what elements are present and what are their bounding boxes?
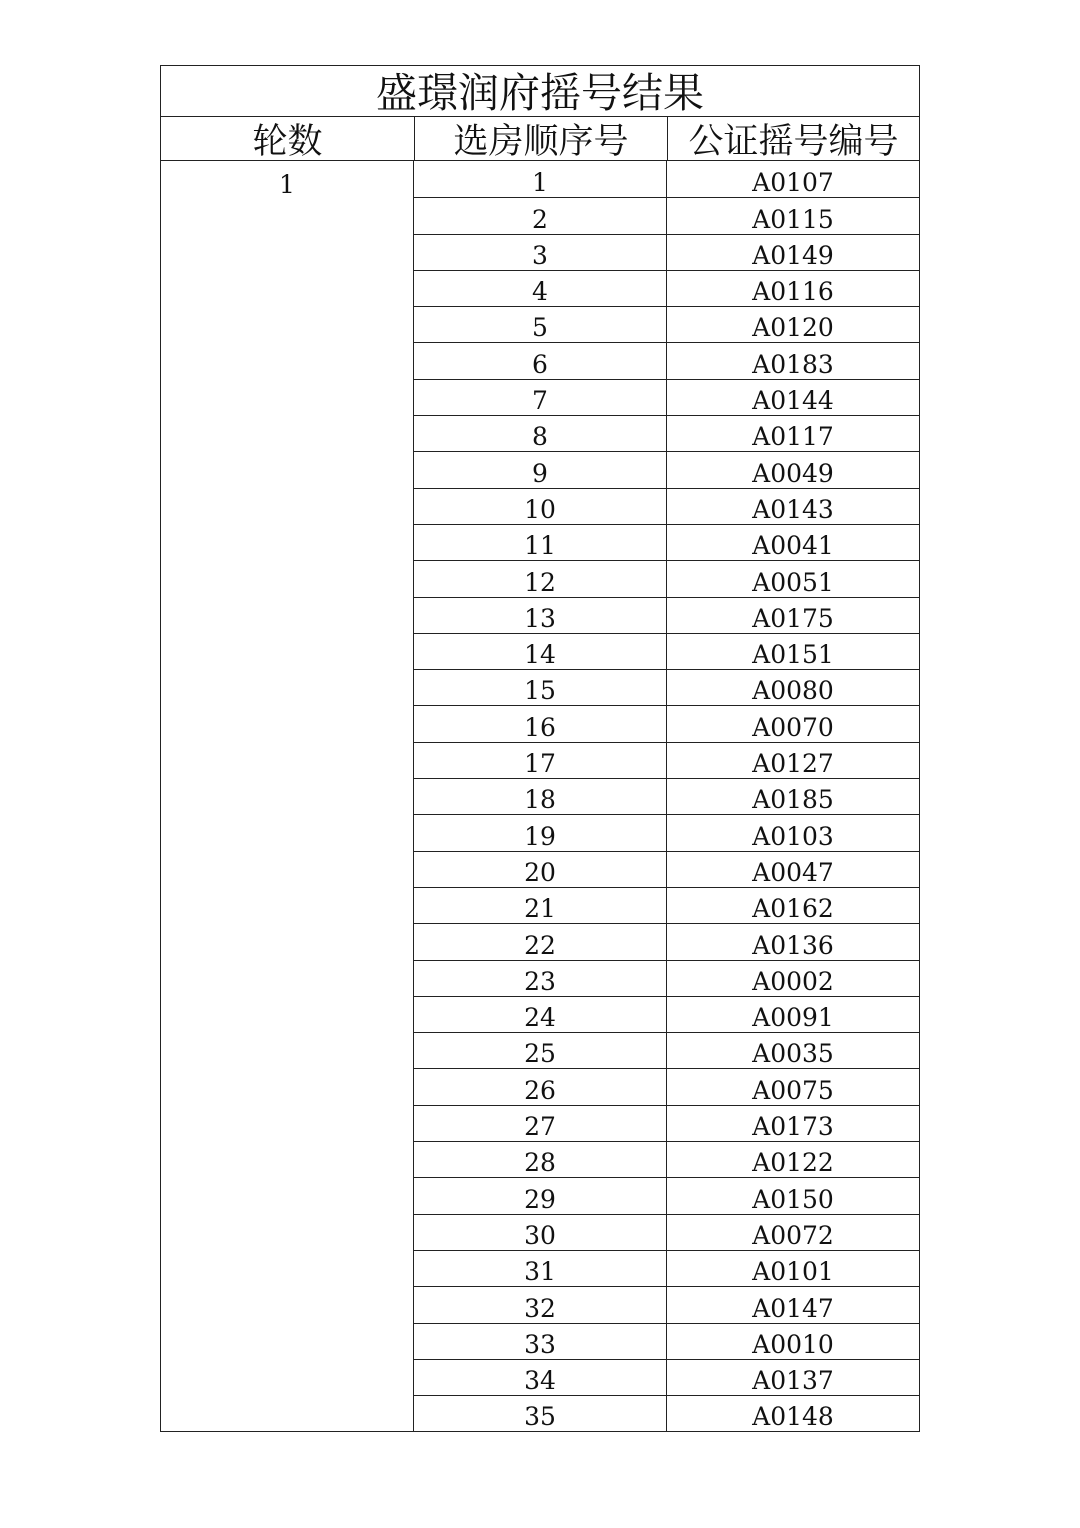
- table-row: [414, 1177, 919, 1213]
- order-cell: 21: [524, 894, 556, 924]
- code-cell: A0122: [666, 1142, 919, 1177]
- order-cell: 28: [524, 1148, 556, 1178]
- table-row: [414, 851, 919, 887]
- code-cell: A0151: [666, 634, 919, 669]
- code-cell: A0116: [666, 271, 919, 306]
- order-cell: 34: [524, 1366, 556, 1396]
- order-cell: 18: [524, 785, 556, 815]
- code-cell: A0120: [666, 307, 919, 342]
- order-cell: 15: [524, 676, 556, 706]
- header-round: 轮数: [252, 122, 323, 162]
- table-row: [414, 1359, 919, 1395]
- table-row: [414, 379, 919, 415]
- code-cell: A0149: [666, 235, 919, 270]
- order-cell: 24: [524, 1003, 556, 1033]
- order-cell: 12: [524, 567, 556, 597]
- table-body: [161, 161, 919, 1431]
- order-cell: 7: [532, 386, 548, 416]
- code-cell: A0136: [666, 924, 919, 959]
- code-cell: A0010: [666, 1324, 919, 1359]
- code-cell: A0183: [666, 343, 919, 378]
- header-code: 公证摇号编号: [667, 117, 919, 160]
- table-row: [414, 342, 919, 378]
- order-cell: 23: [524, 966, 556, 996]
- order-cell: 22: [524, 930, 556, 960]
- rows-container: [414, 161, 919, 1431]
- code-cell: A0185: [666, 779, 919, 814]
- table-row: [414, 1250, 919, 1286]
- table-row: [414, 451, 919, 487]
- table-row: [414, 705, 919, 741]
- code-cell: A0072: [666, 1215, 919, 1250]
- results-table: [160, 65, 920, 1432]
- code-cell: A0080: [666, 670, 919, 705]
- order-cell: 2: [532, 204, 548, 234]
- code-cell: A0047: [666, 852, 919, 887]
- code-cell: A0103: [666, 815, 919, 850]
- table-title: 盛璟润府摇号结果: [161, 66, 919, 117]
- code-cell: A0107: [666, 161, 919, 197]
- order-cell: 27: [524, 1112, 556, 1142]
- table-row: [414, 1286, 919, 1322]
- order-cell: 6: [532, 349, 548, 379]
- code-cell: A0051: [666, 561, 919, 596]
- order-cell: 26: [524, 1075, 556, 1105]
- code-cell: A0035: [666, 1033, 919, 1068]
- code-cell: A0173: [666, 1106, 919, 1141]
- code-cell: A0147: [666, 1287, 919, 1322]
- table-row: [414, 197, 919, 233]
- code-cell: A0117: [666, 416, 919, 451]
- table-row: [414, 778, 919, 814]
- table-row: [414, 488, 919, 524]
- order-cell: 16: [524, 712, 556, 742]
- code-cell: A0137: [666, 1360, 919, 1395]
- table-row: [414, 161, 919, 197]
- table-row: [414, 1323, 919, 1359]
- table-row: [414, 1214, 919, 1250]
- order-cell: 4: [532, 277, 548, 307]
- order-cell: 30: [524, 1220, 556, 1250]
- code-cell: A0175: [666, 598, 919, 633]
- code-cell: A0143: [666, 489, 919, 524]
- order-cell: 32: [524, 1293, 556, 1323]
- order-cell: 13: [524, 603, 556, 633]
- code-cell: A0150: [666, 1178, 919, 1213]
- table-row: [414, 306, 919, 342]
- code-cell: A0127: [666, 743, 919, 778]
- order-cell: 11: [524, 531, 556, 561]
- table-row: [414, 524, 919, 560]
- table-row: [414, 1105, 919, 1141]
- code-cell: A0041: [666, 525, 919, 560]
- code-cell: A0101: [666, 1251, 919, 1286]
- order-cell: 31: [524, 1257, 556, 1287]
- order-cell: 3: [532, 240, 548, 270]
- code-cell: A0049: [666, 452, 919, 487]
- header-row: [161, 117, 919, 161]
- order-cell: 10: [524, 494, 556, 524]
- table-row: [414, 923, 919, 959]
- code-cell: A0002: [666, 961, 919, 996]
- table-row: [414, 597, 919, 633]
- order-cell: 20: [524, 857, 556, 887]
- header-order: 选房顺序号: [414, 117, 667, 160]
- table-row: [414, 742, 919, 778]
- order-cell: 8: [532, 422, 548, 452]
- order-cell: 29: [524, 1184, 556, 1214]
- table-row: [414, 234, 919, 270]
- code-cell: A0162: [666, 888, 919, 923]
- table-row: [414, 1141, 919, 1177]
- table-row: [414, 814, 919, 850]
- table-row: [414, 996, 919, 1032]
- order-cell: 9: [532, 458, 548, 488]
- code-cell: A0148: [666, 1396, 919, 1431]
- table-row: [414, 887, 919, 923]
- table-row: [414, 1395, 919, 1431]
- round-cell: 1: [161, 161, 414, 1431]
- code-cell: A0075: [666, 1069, 919, 1104]
- table-row: [414, 1032, 919, 1068]
- code-cell: A0144: [666, 380, 919, 415]
- table-row: [414, 560, 919, 596]
- order-cell: 25: [524, 1039, 556, 1069]
- table-row: [414, 415, 919, 451]
- order-cell: 17: [524, 749, 556, 779]
- table-row: [414, 1068, 919, 1104]
- order-cell: 1: [532, 168, 548, 198]
- order-cell: 33: [524, 1329, 556, 1359]
- table-row: [414, 270, 919, 306]
- order-cell: 5: [532, 313, 548, 343]
- code-cell: A0070: [666, 706, 919, 741]
- code-cell: A0091: [666, 997, 919, 1032]
- order-cell: 19: [524, 821, 556, 851]
- table-row: [414, 669, 919, 705]
- order-cell: 35: [524, 1402, 556, 1432]
- table-row: [414, 960, 919, 996]
- code-cell: A0115: [666, 198, 919, 233]
- order-cell: 14: [524, 640, 556, 670]
- table-row: [414, 633, 919, 669]
